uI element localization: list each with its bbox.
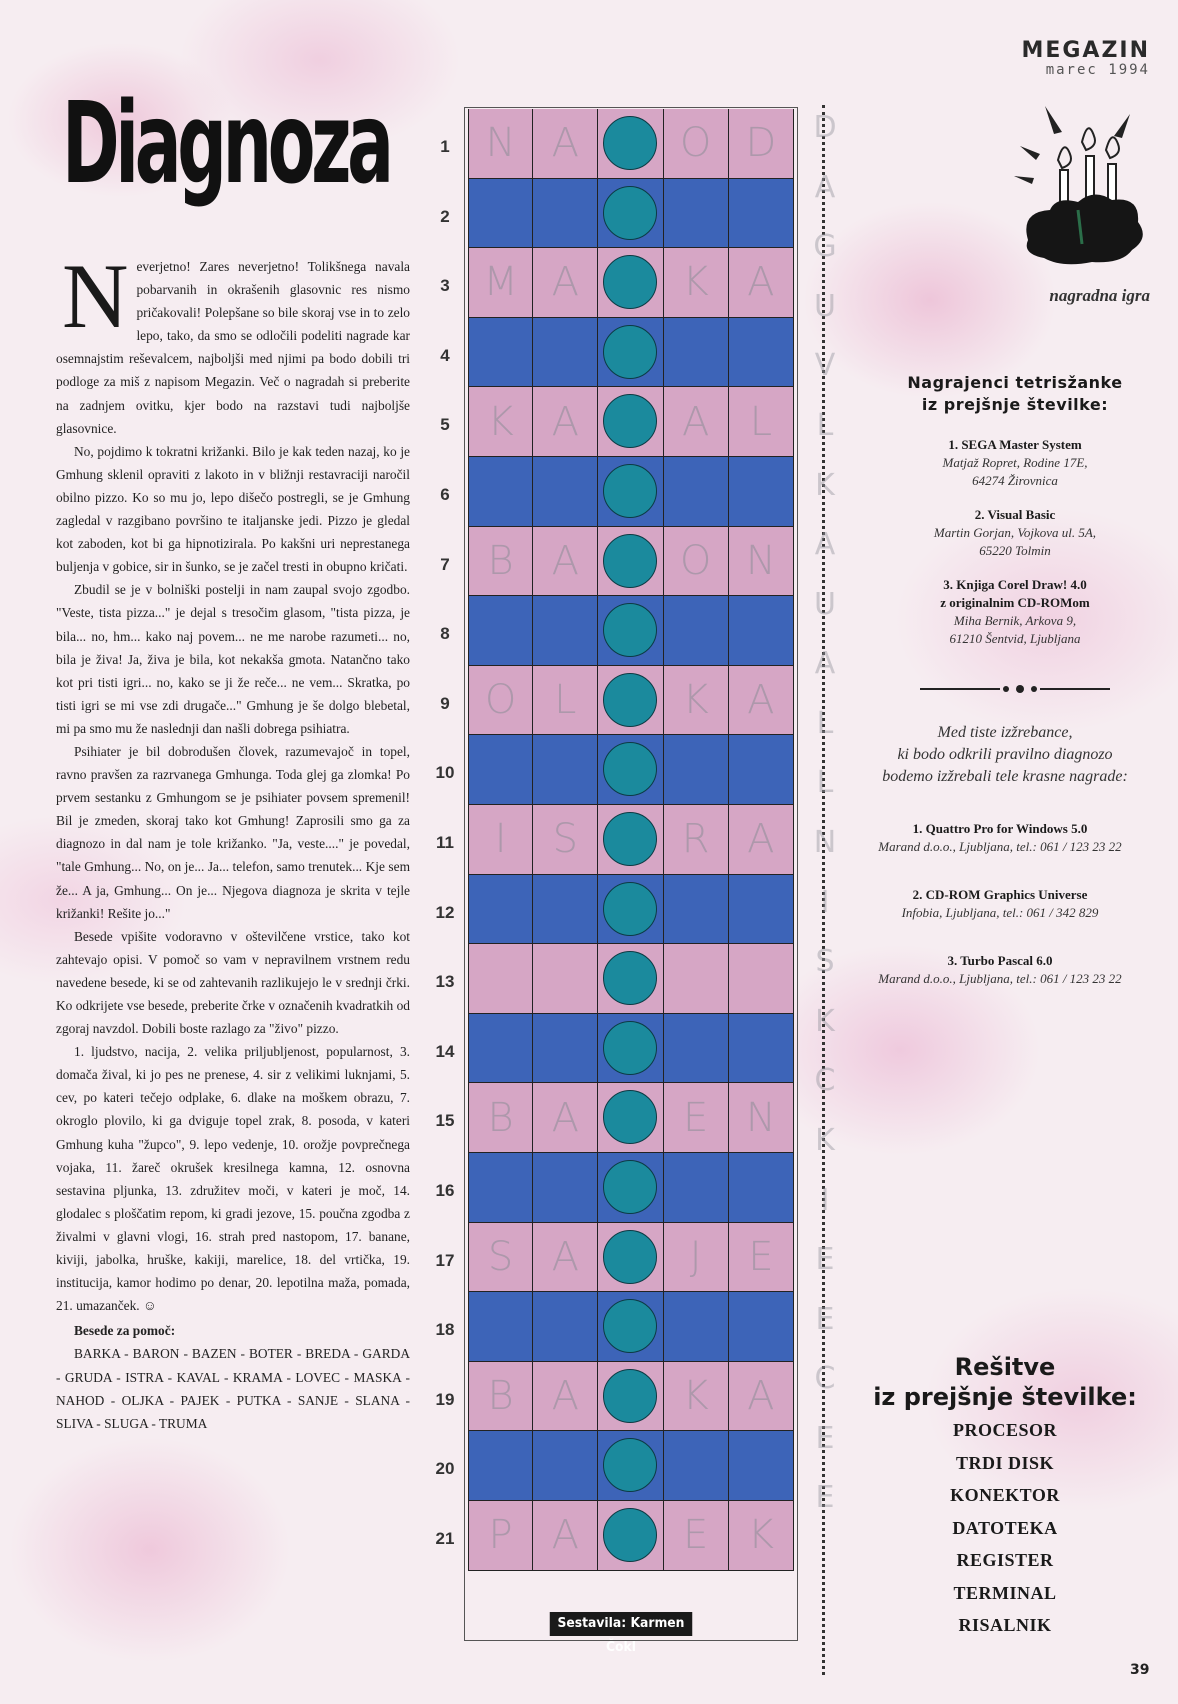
grid-cell[interactable]: N: [729, 527, 794, 596]
grid-row: [468, 1362, 794, 1432]
grid-cell-highlighted[interactable]: [598, 1083, 663, 1152]
paragraph-text: everjetno! Zares neverjetno! Tolikšnega navala pobarvanih in okrašenih glasovnic res nismo pričakovali! Polepšane so bile skoraj vse in to zelo lepo, tako, da smo se odločili podeliti nagrade kar osemnajstim reševalcem, najboljši med njimi pa bodo dobili tri podloge za miš z napisom Megazin. Več o nagradah si preberite na zadnjem ovitku, kjer bodo na razstavi tudi najboljše glasovnice.: [56, 259, 410, 436]
grid-cell[interactable]: A: [533, 1501, 598, 1570]
solution-letter: S: [815, 944, 835, 980]
solution-letter: D: [813, 110, 837, 145]
solution-letter: L: [816, 407, 834, 443]
grid-cell-highlighted[interactable]: [598, 1501, 663, 1570]
article-paragraph-3: Zbudil se je v bolniški postelji in nam zaupal svojo zgodbo. "Veste, tista pizza..." je dejal s tresočim glasom, "tista pizza, je bila... no, hm... kako naj povem... ne me narobe razumeti... no, bila je živa! Ja, živa je bila, kot nekakša gmota. Natančno tako kot pri tisti igri... no, kako se ji že reče... ne vem... Skratka, po tisti igri se mi vse zdi drugače..." Gmhung je še dolgo blebetal, mi pa smo mu že naslednji dan našli dobrega psihiatra.: [56, 582, 410, 736]
solutions-list: [900, 1414, 1110, 1642]
row-number: 4: [440, 345, 450, 365]
row-number: 14: [435, 1041, 455, 1061]
grid-cell[interactable]: [533, 944, 598, 1013]
grid-row: [468, 109, 794, 179]
article-body: [56, 245, 410, 1435]
row-number: 5: [440, 415, 450, 435]
solution-letter: L: [816, 705, 834, 741]
prize-title: 1. Quattro Pro for Windows 5.0: [912, 821, 1088, 836]
grid-cell[interactable]: K: [468, 387, 533, 456]
help-words-list: BARKA - BARON - BAZEN - BOTER - BREDA - GARDA - GRUDA - ISTRA - KAVAL - KRAMA - LOVEC - MASKA - NAHOD - OLJKA - PAJEK - PUTKA - SANJE - SLANA - SLIVA - SLUGA - TRUMA: [56, 1346, 410, 1431]
grid-cell[interactable]: [664, 457, 729, 526]
solution-word: DATOTEKA: [952, 1517, 1058, 1538]
prize-sponsor: Marand d.o.o., Ljubljana, tel.: 061 / 123 23 22: [878, 971, 1122, 986]
grid-cell-highlighted[interactable]: [598, 735, 663, 804]
solution-letter: K: [815, 1003, 835, 1039]
grid-cell[interactable]: [729, 1153, 794, 1222]
new-prize-2: [845, 886, 1155, 922]
solution-letter: E: [815, 1420, 835, 1456]
grid-cell[interactable]: B: [468, 527, 533, 596]
grid-cell[interactable]: A: [729, 248, 794, 317]
grid-cell[interactable]: M: [468, 248, 533, 317]
grid-row: [468, 318, 794, 388]
winner-address: 65220 Tolmin: [979, 543, 1051, 558]
grid-cell-highlighted[interactable]: [598, 1014, 663, 1083]
grid-cell[interactable]: L: [729, 387, 794, 456]
grid-cell[interactable]: N: [468, 109, 533, 178]
solutions-heading-line-2: iz prejšnje številke:: [873, 1383, 1137, 1411]
grid-cell[interactable]: K: [664, 666, 729, 735]
solution-letter: I: [820, 884, 830, 920]
solution-column: [800, 110, 850, 1540]
grid-cell[interactable]: [664, 1014, 729, 1083]
solution-letter: N: [813, 825, 837, 860]
draw-text-line-1: Med tiste izžrebance,: [937, 724, 1073, 741]
winner-address: 64274 Žirovnica: [972, 473, 1058, 488]
grid-cell-highlighted[interactable]: [598, 248, 663, 317]
draw-text-line-3: bodemo izžrebali tele krasne nagrade:: [882, 768, 1128, 785]
grid-cell[interactable]: [533, 457, 598, 526]
grid-cell[interactable]: [468, 457, 533, 526]
grid-cell[interactable]: K: [664, 248, 729, 317]
grid-row: [468, 527, 794, 597]
article-paragraph-2: No, pojdimo k tokratni križanki. Bilo je kak teden nazaj, ko je Gmhung sklenil opraviti z lakoto in v bližnji restavraciji naročil obilno pizzo. Ko so mu jo, lepo dišečo postregli, se je Gmhung zagledal v razgibano površino te italjanske jedi. Pizzo je gledal kot zaboden, kot bi ga hipnotizirala. Po kakšni uri neprestanega buljenja v gobice, sir in šunko, se je začel tresti in obupno kričati.: [56, 443, 410, 575]
grid-cell[interactable]: A: [729, 1362, 794, 1431]
grid-row: [468, 1431, 794, 1501]
grid-cell[interactable]: [729, 318, 794, 387]
new-prize-3: [845, 952, 1155, 988]
grid-row: [468, 1501, 794, 1571]
grid-cell[interactable]: [468, 596, 533, 665]
grid-cell[interactable]: K: [729, 1501, 794, 1570]
winner-name: Martin Gorjan, Vojkova ul. 5A,: [933, 525, 1097, 540]
grid-cell[interactable]: [533, 1014, 598, 1083]
winner-2: [880, 506, 1150, 560]
crossword-clues: 1. ljudstvo, nacija, 2. velika priljubljenost, popularnost, 3. domača žival, ki jo pes ne prenese, 4. sir z velikimi luknjami, 5. cev, po kateri tečejo odplake, 6. dlake na moškem obrazu, 7. okroglo plovilo, ki ga dviguje topel zrak, 8. posoda, v kateri Gmhung kuha "župco", 9. lepo vedenje, 10. orožje povprečnega vojaka, 11. žareč okrušek kresilnega kamna, 12. osnovna sestavina pljunka, 13. združitev moči, v kateri je moč, 14. glodalec s ploščatim repom, ki gradi jezove, 15. poučna zgodba z živalmi v glavni vlogi, 16. strah pred nastopom, 17. banane, kiviji, jabolka, hruške, kakiji, marelice, 18. del vrtička, 19. institucija, kamor hodimo po denar, 20. lepotilna maža, pomada, 21. umazanček. ☺: [56, 1044, 410, 1314]
grid-cell[interactable]: E: [664, 1083, 729, 1152]
solution-word: RISALNIK: [958, 1615, 1052, 1635]
grid-cell[interactable]: [664, 318, 729, 387]
grid-cell[interactable]: A: [533, 109, 598, 178]
grid-cell[interactable]: R: [664, 805, 729, 874]
row-number: 2: [440, 206, 450, 226]
grid-cell[interactable]: [533, 735, 598, 804]
grid-row: [468, 1292, 794, 1362]
grid-cell[interactable]: [664, 735, 729, 804]
row-number: 21: [435, 1529, 455, 1548]
solution-word: PROCESOR: [952, 1420, 1057, 1440]
winner-name: Miha Bernik, Arkova 9,: [953, 613, 1077, 628]
grid-cell-highlighted[interactable]: [598, 457, 663, 526]
solutions-heading: [850, 1352, 1160, 1412]
row-number: 20: [435, 1459, 455, 1479]
grid-cell[interactable]: O: [468, 666, 533, 735]
row-number: 12: [435, 902, 455, 922]
grid-row: [468, 387, 794, 457]
grid-cell[interactable]: [664, 179, 729, 248]
grid-cell[interactable]: K: [664, 1362, 729, 1431]
grid-cell[interactable]: [729, 179, 794, 248]
solution-letter: A: [814, 527, 836, 563]
grid-cell[interactable]: [468, 875, 533, 944]
grid-cell[interactable]: [729, 735, 794, 804]
solution-letter: E: [815, 1480, 835, 1516]
grid-cell[interactable]: J: [664, 1223, 729, 1292]
grid-cell[interactable]: A: [533, 387, 598, 456]
grid-cell[interactable]: [664, 1153, 729, 1222]
row-number: 19: [435, 1389, 455, 1409]
grid-row: [468, 248, 794, 318]
grid-row: [468, 1223, 794, 1293]
solution-word: TERMINAL: [953, 1582, 1057, 1603]
grid-cell[interactable]: [664, 1431, 729, 1500]
issue-date: marec 1994: [1045, 62, 1150, 78]
grid-cell[interactable]: [533, 596, 598, 665]
grid-cell[interactable]: [533, 318, 598, 387]
grid-cell[interactable]: [533, 1431, 598, 1500]
row-number: 10: [435, 763, 455, 783]
grid-cell[interactable]: [729, 875, 794, 944]
winner-prize-extra: z originalnim CD-ROMom: [940, 595, 1090, 610]
prize-title: 2. CD-ROM Graphics Universe: [912, 887, 1088, 902]
grid-cell[interactable]: O: [664, 109, 729, 178]
grid-cell[interactable]: P: [468, 1501, 533, 1570]
solution-letter: E: [815, 1301, 835, 1337]
solution-letter: G: [813, 229, 837, 265]
grid-row: [468, 666, 794, 736]
grid-cell-highlighted[interactable]: [598, 805, 663, 874]
grid-cell[interactable]: A: [533, 1223, 598, 1292]
row-number: 9: [440, 693, 450, 713]
row-number: 6: [440, 485, 450, 504]
grid-cell[interactable]: L: [533, 666, 598, 735]
grid-row: [468, 457, 794, 527]
grid-cell[interactable]: O: [664, 527, 729, 596]
solution-letter: V: [814, 348, 836, 384]
row-number: 16: [435, 1181, 455, 1200]
grid-cell[interactable]: A: [533, 1083, 598, 1152]
solution-letter: I: [820, 1182, 830, 1218]
grid-cell[interactable]: B: [468, 1362, 533, 1431]
draw-announcement: [860, 722, 1150, 788]
drop-cap: N: [62, 245, 129, 347]
solution-word: TRDI DISK: [955, 1452, 1055, 1473]
page-title: Diagnoza: [62, 79, 390, 209]
grid-cell-highlighted[interactable]: [598, 1153, 663, 1222]
grid-cell[interactable]: [468, 735, 533, 804]
grid-cell-highlighted[interactable]: [598, 1431, 663, 1500]
grid-cell-highlighted[interactable]: [598, 596, 663, 665]
grid-cell[interactable]: E: [729, 1223, 794, 1292]
grid-row: [468, 596, 794, 666]
grid-cell[interactable]: A: [729, 666, 794, 735]
grid-cell-highlighted[interactable]: [598, 1292, 663, 1361]
grid-cell[interactable]: [664, 1292, 729, 1361]
grid-cell-highlighted[interactable]: [598, 109, 663, 178]
row-number: 11: [436, 833, 454, 852]
birthday-cake-icon: [1010, 100, 1145, 280]
solution-word: KONEKTOR: [950, 1485, 1060, 1505]
prize-game-label: nagradna igra: [1049, 286, 1150, 305]
row-number: 1: [440, 137, 450, 156]
winner-address: 61210 Šentvid, Ljubljana: [949, 631, 1081, 646]
grid-cell[interactable]: B: [468, 1083, 533, 1152]
grid-cell[interactable]: [664, 875, 729, 944]
grid-cell[interactable]: [664, 596, 729, 665]
grid-cell[interactable]: D: [729, 109, 794, 178]
grid-cell-highlighted[interactable]: [598, 318, 663, 387]
grid-cell-highlighted[interactable]: [598, 387, 663, 456]
grid-cell[interactable]: [533, 875, 598, 944]
solution-letter: K: [815, 1122, 835, 1158]
row-number: 3: [440, 276, 450, 296]
solution-letter: C: [814, 1361, 836, 1397]
winner-prize: 2. Visual Basic: [974, 507, 1056, 522]
grid-cell[interactable]: A: [533, 1362, 598, 1431]
solution-word: REGISTER: [956, 1550, 1054, 1570]
grid-row: [468, 1153, 794, 1223]
grid-cell[interactable]: [729, 596, 794, 665]
winner-prize: 1. SEGA Master System: [948, 437, 1082, 452]
grid-cell[interactable]: A: [664, 387, 729, 456]
solutions-heading-line-1: Rešitve: [954, 1353, 1056, 1381]
help-words-title: Besede za pomoč:: [74, 1323, 176, 1339]
grid-cell[interactable]: [729, 1292, 794, 1361]
ornament-divider-icon: [920, 684, 1110, 694]
solution-letter: U: [814, 586, 836, 622]
row-number: 13: [435, 972, 455, 992]
solution-letter: K: [815, 467, 835, 503]
solution-letter: A: [814, 646, 836, 682]
grid-cell[interactable]: E: [664, 1501, 729, 1570]
grid-row: [468, 1014, 794, 1084]
solution-letter: A: [814, 169, 836, 205]
row-number: 7: [440, 554, 450, 574]
grid-cell[interactable]: [729, 1431, 794, 1500]
grid-cell[interactable]: N: [729, 1083, 794, 1152]
grid-cell[interactable]: [664, 944, 729, 1013]
grid-cell-highlighted[interactable]: [598, 1223, 663, 1292]
grid-cell[interactable]: [468, 179, 533, 248]
grid-cell[interactable]: I: [468, 805, 533, 874]
grid-row: [468, 179, 794, 249]
article-paragraph-4: Psihiater je bil dobrodušen človek, razumevajoč in topel, ravno pravšen za razrvanega Gmhunga. Toda glej ga zlomka! Po prvem sestanku z Gmhungom se je psihiater povsem spremenil! Bil je zmeden, skoraj tako kot Gmhung! Zaprosili smo ga za diagnozo in dal nam je tole križanko. "Ja, veste...." je povedal, "tale Gmhung... No, on je... Ja... telefon, samo trenutek... Kje sem že... A ja, Gmhung... On je... Njegova diagnoza je skrita v tejle križanki! Rešite jo...": [56, 743, 410, 921]
prize-sponsor: Infobia, Ljubljana, tel.: 061 / 342 829: [901, 905, 1099, 920]
winner-1: [880, 436, 1150, 490]
article-paragraph-5: Besede vpišite vodoravno v oštevilčene vrstice, tako kot zahtevajo opisi. V pomoč so vam v nepravilnem vrstnem redu navedene besede, ki se od zahtevanih razlikujejo le v srednji črki. Ko odkrijete vse besede, preberite črke v označenih kvadratkih od zgoraj navzdol. Dobili boste razlago za "živo" pizzo.: [56, 928, 410, 1037]
grid-row: [468, 735, 794, 805]
grid-cell[interactable]: [729, 1014, 794, 1083]
draw-text-line-2: ki bodo odkrili pravilno diagnozo: [897, 746, 1113, 763]
grid-cell[interactable]: [468, 318, 533, 387]
row-number: 17: [435, 1250, 455, 1270]
solution-letter: L: [816, 765, 834, 801]
grid-cell-highlighted[interactable]: [598, 944, 663, 1013]
winner-name: Matjaž Ropret, Rodine 17E,: [942, 455, 1088, 470]
winners-heading: [880, 372, 1150, 416]
grid-cell[interactable]: [468, 944, 533, 1013]
grid-cell-highlighted[interactable]: [598, 666, 663, 735]
prize-title: 3. Turbo Pascal 6.0: [947, 953, 1053, 968]
grid-cell[interactable]: [533, 1153, 598, 1222]
grid-cell[interactable]: A: [729, 805, 794, 874]
author-credit: Sestavila: Karmen Čokl: [550, 1612, 693, 1636]
grid-cell-highlighted[interactable]: [598, 179, 663, 248]
grid-row: [468, 875, 794, 945]
row-number: 15: [435, 1111, 455, 1131]
prize-sponsor: Marand d.o.o., Ljubljana, tel.: 061 / 123 23 22: [878, 839, 1122, 854]
winner-3: [880, 576, 1150, 648]
grid-cell[interactable]: S: [468, 1223, 533, 1292]
row-number: 18: [435, 1320, 455, 1340]
grid-cell-highlighted[interactable]: [598, 527, 663, 596]
grid-cell[interactable]: A: [533, 527, 598, 596]
magazine-logo: MEGAZIN: [1021, 38, 1150, 63]
grid-cell[interactable]: [468, 1292, 533, 1361]
new-prize-1: [845, 820, 1155, 856]
article-paragraph-1: [56, 245, 410, 440]
grid-cell[interactable]: S: [533, 805, 598, 874]
grid-cell[interactable]: A: [533, 248, 598, 317]
grid-cell[interactable]: [468, 1014, 533, 1083]
grid-cell[interactable]: [468, 1153, 533, 1222]
grid-cell-highlighted[interactable]: [598, 875, 663, 944]
grid-row: [468, 1083, 794, 1153]
solution-letter: E: [815, 1242, 835, 1278]
grid-row: [468, 944, 794, 1014]
grid-cell-highlighted[interactable]: [598, 1362, 663, 1431]
grid-row: [468, 805, 794, 875]
grid-cell[interactable]: [533, 179, 598, 248]
grid-cell[interactable]: [729, 457, 794, 526]
row-number: 8: [440, 624, 450, 644]
winners-heading-line-1: Nagrajenci tetrisžanke: [907, 373, 1123, 392]
grid-cell[interactable]: [729, 944, 794, 1013]
solution-letter: C: [814, 1063, 836, 1099]
winner-prize: 3. Knjiga Corel Draw! 4.0: [943, 577, 1087, 592]
page-number: 39: [1130, 1662, 1150, 1678]
grid-cell[interactable]: [533, 1292, 598, 1361]
grid-cell[interactable]: [468, 1431, 533, 1500]
solution-letter: U: [814, 288, 836, 324]
winners-heading-line-2: iz prejšnje številke:: [921, 395, 1109, 414]
